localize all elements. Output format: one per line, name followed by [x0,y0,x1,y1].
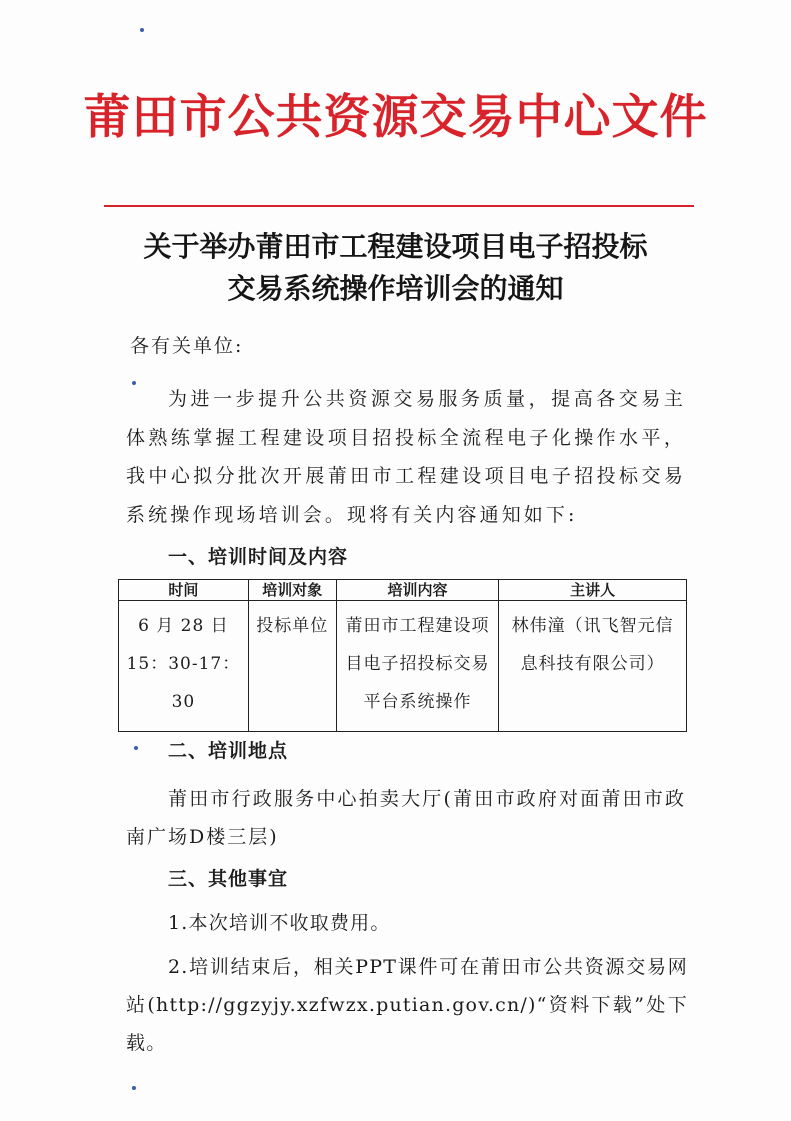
scan-speck [140,28,144,32]
content-line2: 目电子招投标交易 [345,654,490,674]
table-row [119,601,687,732]
speaker-line2: 息科技有限公司） [520,654,665,674]
other-item-2: 2.培训结束后，相关PPT课件可在莆田市公共资源交易网站(http://ggzyjy.xzfwzx.putian.gov.cn/)“资料下载”处下载。 [126,956,688,1054]
notice-title-line1: 关于举办莆田市工程建设项目电子招投标 [143,230,648,263]
issuer-header: 莆田市公共资源交易中心文件 [83,90,708,145]
section-heading-location: 二、培训地点 [168,740,289,762]
cell-audience [248,601,336,732]
table-header-row [119,580,687,601]
cell-content [336,601,499,732]
content-line1: 莆田市工程建设项 [345,616,490,636]
header-content: 培训内容 [336,580,499,601]
scan-speck [134,746,138,750]
location-paragraph: 莆田市行政服务中心拍卖大厅(莆田市政府对面莆田市政南广场D楼三层) [126,788,686,848]
training-schedule-table [118,579,687,732]
header-speaker: 主讲人 [499,580,687,601]
notice-title-line2: 交易系统操作培训会的通知 [227,272,564,305]
time-range: 15：30-17：30 [126,654,241,712]
header-time: 时间 [119,580,249,601]
intro-paragraph: 为进一步提升公共资源交易服务质量，提高各交易主体熟练掌握工程建设项目招投标全流程电子化操作水平，我中心拟分批次开展莆田市工程建设项目电子招投标交易系统操作现场培训会。现将有关内容通知如下: [126,388,686,526]
section-heading-time-content: 一、培训时间及内容 [168,546,349,568]
notice-title [0,226,791,310]
salutation: 各有关单位: [130,335,244,357]
header-audience: 培训对象 [248,580,336,601]
content-line3: 平台系统操作 [363,692,472,712]
header-divider [104,205,694,207]
speaker-line1: 林伟潼（讯飞智元信 [511,616,674,636]
cell-speaker [499,601,687,732]
scan-speck [132,1086,136,1090]
time-date: 6 月 28 日 [138,616,229,636]
audience-text: 投标单位 [256,616,329,636]
cell-time [119,601,249,732]
section-heading-other: 三、其他事宜 [168,868,289,890]
other-item-1: 1.本次培训不收取费用。 [168,912,391,934]
